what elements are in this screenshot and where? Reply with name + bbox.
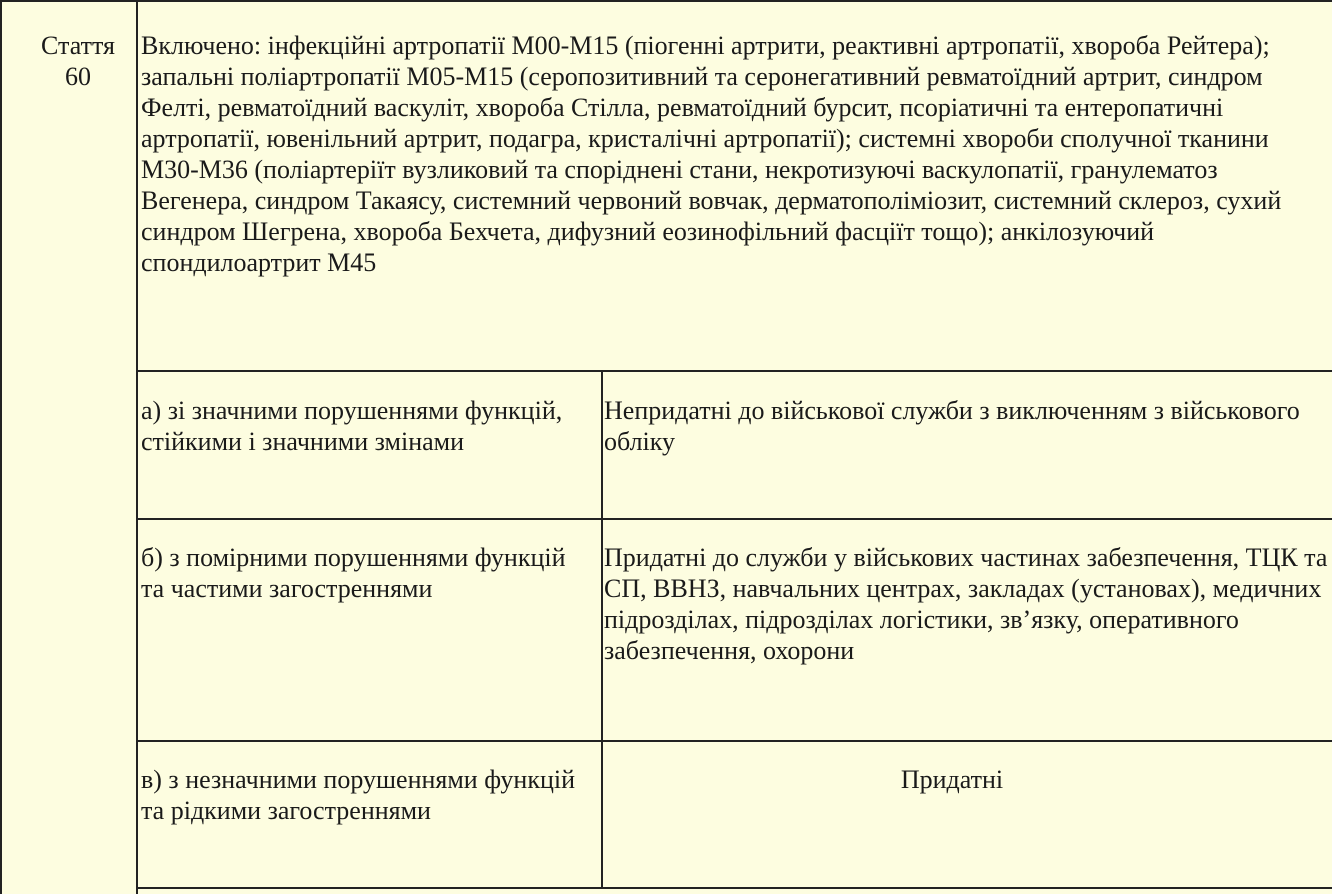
row-divider-b (137, 740, 1332, 742)
verdict-column-divider (601, 370, 603, 889)
verdict-cell-a: Непридатні до військової служби з виключенням з військового обліку (604, 396, 1300, 456)
table-bottom-border (137, 887, 1332, 889)
article-column-divider (136, 0, 138, 894)
verdict-cell-b: Придатні до служби у військових частинах забезпечення, ТЦК та СП, ВВНЗ, навчальних центрах, закладах (установах), медичних підрозділах, підрозділах логістики, зв’язку, оперативного забезпечення, охорони (604, 543, 1328, 665)
severity-cell-a: а) зі значними порушеннями функцій, стійкими і значними змінами (141, 396, 563, 456)
article-number: 60 (65, 62, 91, 91)
verdict-cell-c: Придатні (900, 765, 1004, 794)
row-divider-a (137, 518, 1332, 520)
article-number-cell (22, 30, 134, 92)
table-left-border (0, 0, 2, 894)
article-description: Включено: інфекційні артропатії M00-M15 (піогенні артрити, реактивні артропатії, хвороба Рейтера); запальні поліартропатії M05-M15 (серопозитивний та серонегативний ревматоїдний артрит, синдром Фелті, ревматоїдний васкуліт, хвороба Стілла, ревматоїдний бурсит, псоріатичні та ентеропатичні артропатії, ювенільний артрит, подагра, кристалічні артропатії); системні хвороби сполучної тканини M30-M36 (поліартеріїт вузликовий та споріднені стани, некротизуючі васкулопатії, гранулематоз Вегенера, синдром Такаясу, системний червоний вовчак, дерматополіміозит, системний склероз, сухий синдром Шегрена, хвороба Бехчета, дифузний еозинофільний фасціїт тощо); анкілозуючий спондилоартрит M45 (141, 31, 1282, 277)
table-top-border (0, 0, 1332, 2)
severity-cell-c: в) з незначними порушеннями функцій та рідкими загостреннями (141, 765, 576, 825)
severity-cell-b: б) з помірними порушеннями функцій та частими загостреннями (141, 543, 566, 603)
article-label: Стаття (41, 31, 115, 60)
row-divider-description (137, 370, 1332, 372)
